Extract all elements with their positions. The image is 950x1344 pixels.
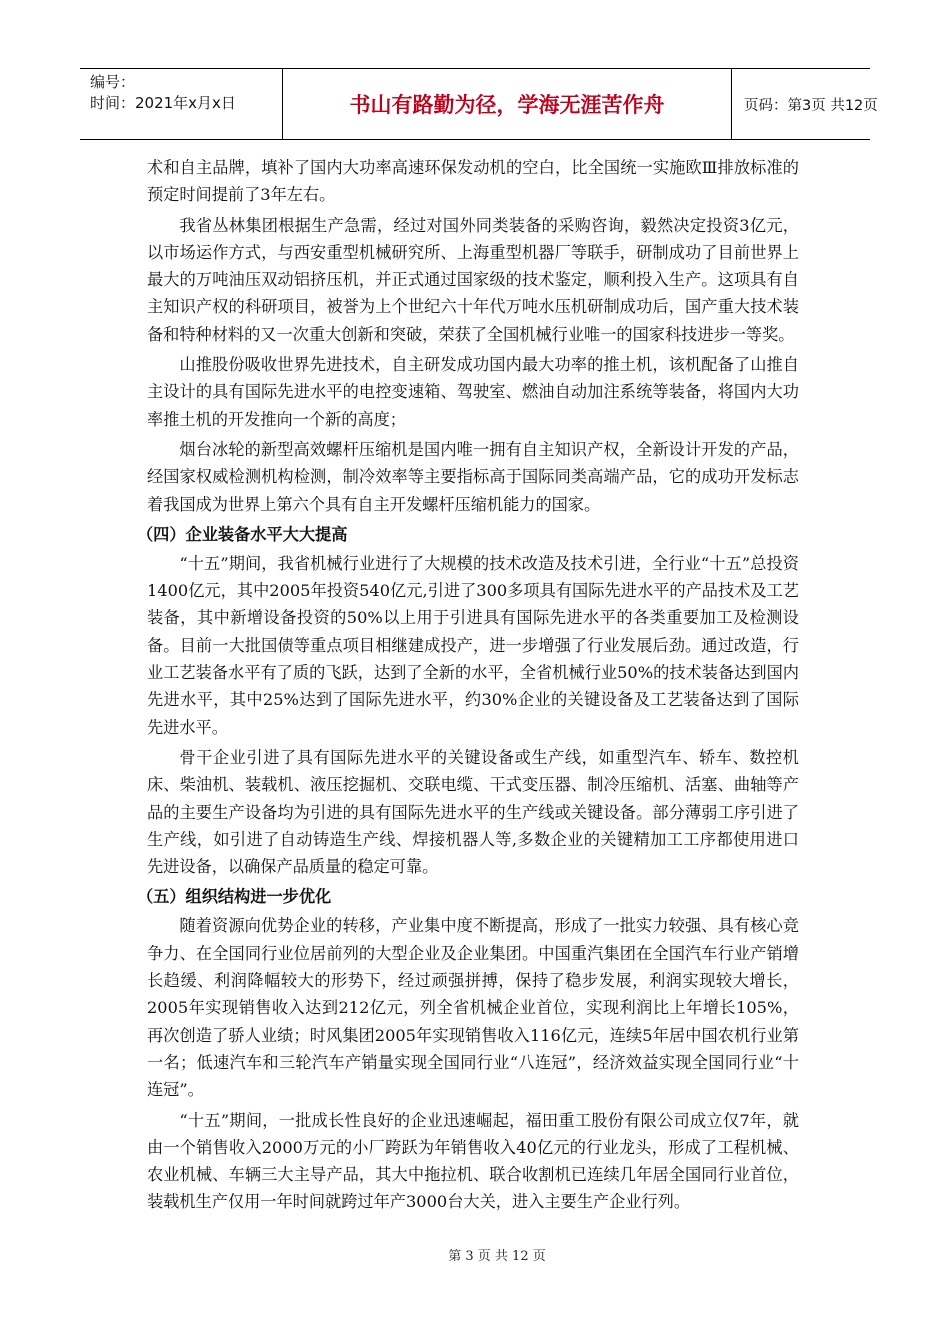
doc-date: 时间：2021年x月x日	[90, 94, 236, 112]
doc-number: 编号：	[90, 73, 136, 91]
paragraph: 烟台冰轮的新型高效螺杆压缩机是国内唯一拥有自主知识产权，全新设计开发的产品，经国家权威检测机构检测，制冷效率等主要指标高于国际同类高端产品，它的成功开发标志着我国成为世界上第六个具有自主开发螺杆压缩机能力的国家。	[147, 439, 799, 514]
section-heading: （五）组织结构进一步优化	[137, 887, 332, 907]
paragraph: “十五”期间，一批成长性良好的企业迅速崛起，福田重工股份有限公司成立仅7年，就由一个销售收入2000万元的小厂跨跃为年销售收入40亿元的行业龙头，形成了工程机械、农业机械、车辆三大主导产品，其大中拖拉机、联合收割机已连续几年居全国同行业首位，装载机生产仅用一年时间就跨过年产3000台大关，进入主要生产企业行列。	[147, 1110, 799, 1212]
paragraph: “十五”期间，我省机械行业进行了大规模的技术改造及技术引进，全行业“十五”总投资1400亿元，其中2005年投资540亿元,引进了300多项具有国际先进水平的产品技术及工艺装备，其中新增设备投资的50%以上用于引进具有国际先进水平的各类重要加工及检测设备。目前一大批国债等重点项目相继建成投产，进一步增强了行业发展后劲。通过改造，行业工艺装备水平有了质的飞跃，达到了全新的水平，全省机械行业50%的技术装备达到国内先进水平，其中25%达到了国际先进水平，约30%企业的关键设备及工艺装备达到了国际先进水平。	[147, 553, 799, 737]
header-left-cell	[80, 69, 283, 139]
header-page-info: 页码：第3页 共12页	[744, 97, 878, 114]
paragraph: 山推股份吸收世界先进技术，自主研发成功国内最大功率的推土机，该机配备了山推自主设计的具有国际先进水平的电控变速箱、驾驶室、燃油自动加注系统等装备，将国内大功率推土机的开发推向一个新的高度；	[147, 355, 799, 429]
section-heading: （四）企业装备水平大大提高	[137, 524, 348, 544]
document-body	[137, 154, 799, 1219]
paragraph: 术和自主品牌，填补了国内大功率高速环保发动机的空白，比全国统一实施欧Ⅲ排放标准的预定时间提前了3年左右。	[147, 158, 799, 205]
paragraph: 骨干企业引进了具有国际先进水平的关键设备或生产线，如重型汽车、轿车、数控机床、柴油机、装载机、液压挖掘机、交联电缆、干式变压器、制冷压缩机、活塞、曲轴等产品的主要生产设备均为引进的具有国际先进水平的生产线或关键设备。部分薄弱工序引进了生产线，如引进了自动铸造生产线、焊接机器人等,多数企业的关键精加工工序都使用进口先进设备，以确保产品质量的稳定可靠。	[147, 747, 799, 877]
paragraph: 我省丛林集团根据生产急需，经过对国外同类装备的采购咨询，毅然决定投资3亿元，以市场运作方式，与西安重型机械研究所、上海重型机器厂等联手，研制成功了目前世界上最大的万吨油压双动铝挤压机，并正式通过国家级的技术鉴定，顺利投入生产。这项具有自主知识产权的科研项目，被誉为上个世纪六十年代万吨水压机研制成功后，国产重大技术装备和特种材料的又一次重大创新和突破，荣获了全国机械行业唯一的国家科技进步一等奖。	[147, 215, 799, 344]
page-header	[80, 68, 878, 140]
header-motto: 书山有路勤为径，学海无涯苦作舟	[283, 69, 732, 139]
paragraph: 随着资源向优势企业的转移，产业集中度不断提高，形成了一批实力较强、具有核心竞争力、在全国同行业位居前列的大型企业及企业集团。中国重汽集团在全国汽车行业产销增长趋缓、利润降幅较大的形势下，经过顽强拼搏，保持了稳步发展，利润实现较大增长，2005年实现销售收入达到212亿元，列全省机械企业首位，实现利润比上年增长105%，再次创造了骄人业绩；时风集团2005年实现销售收入116亿元，连续5年居中国农机行业第一名；低速汽车和三轮汽车产销量实现全国同行业“八连冠”，经济效益实现全国同行业“十连冠”。	[147, 916, 799, 1100]
page-footer: 第 3 页 共 12 页	[448, 1249, 546, 1264]
